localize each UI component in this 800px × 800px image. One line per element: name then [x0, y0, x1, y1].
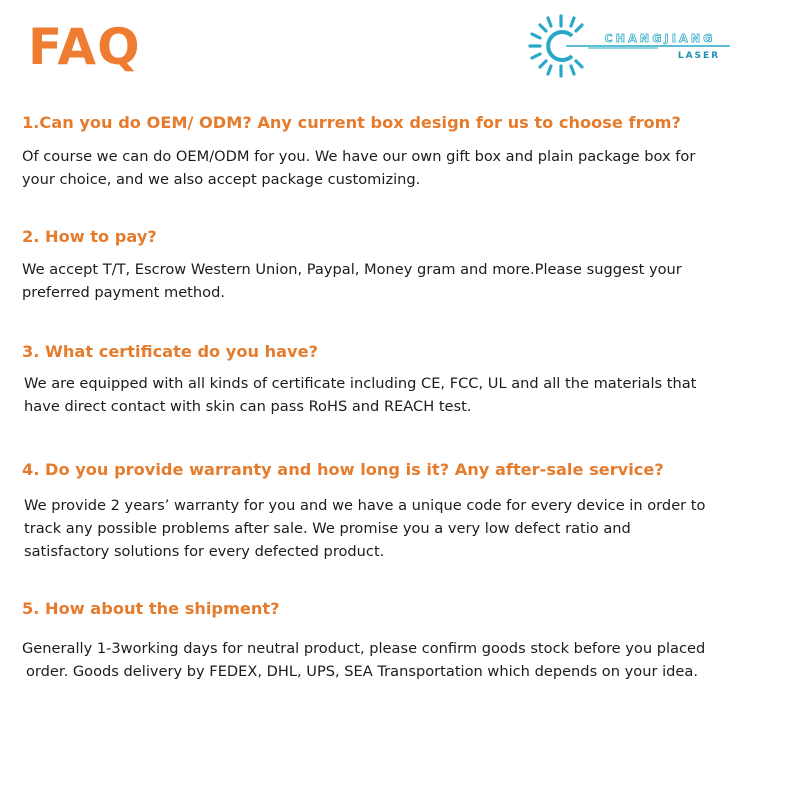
sunburst-logo-icon: [528, 14, 732, 78]
faq-question: 1.Can you do OEM/ ODM? Any current box design for us to choose from?: [22, 113, 681, 132]
faq-answer-line: We accept T/T, Escrow Western Union, Paypal, Money gram and more.Please suggest your: [22, 261, 682, 278]
faq-answer-line: your choice, and we also accept package customizing.: [22, 171, 421, 188]
faq-question: 5. How about the shipment?: [22, 599, 280, 618]
company-logo: [528, 14, 732, 78]
faq-answer-line: preferred payment method.: [22, 284, 225, 301]
page-title: FAQ: [28, 18, 141, 76]
logo-name-top: CHANGJIANG: [604, 32, 716, 45]
faq-answer: [24, 372, 800, 418]
faq-answer-line: track any possible problems after sale. We promise you a very low defect ratio and: [24, 520, 631, 537]
faq-answer: [22, 258, 800, 304]
faq-answer-line: order. Goods delivery by FEDEX, DHL, UPS, SEA Transportation which depends on your idea.: [26, 663, 698, 680]
faq-item-3: [0, 342, 800, 418]
faq-answer-line: Generally 1-3working days for neutral product, please confirm goods stock before you placed: [22, 640, 706, 657]
faq-question: 4. Do you provide warranty and how long is it? Any after-sale service?: [22, 460, 664, 479]
faq-answer: [22, 637, 800, 683]
faq-item-1: [0, 113, 800, 191]
faq-answer-line: We are equipped with all kinds of certificate including CE, FCC, UL and all the materials that: [24, 375, 697, 392]
logo-name-bottom: LASER: [677, 51, 721, 61]
faq-item-5: [0, 599, 800, 683]
faq-answer-line: satisfactory solutions for every defected product.: [24, 543, 385, 560]
faq-item-2: [0, 227, 800, 304]
faq-question: 2. How to pay?: [22, 227, 157, 246]
faq-answer: [22, 145, 800, 191]
faq-answer: [24, 494, 800, 563]
faq-item-4: [0, 460, 800, 563]
faq-answer-line: have direct contact with skin can pass RoHS and REACH test.: [24, 398, 472, 415]
faq-answer-line: Of course we can do OEM/ODM for you. We have our own gift box and plain package box for: [22, 148, 696, 165]
faq-answer-line: We provide 2 years’ warranty for you and we have a unique code for every device in order to: [24, 497, 706, 514]
faq-question: 3. What certificate do you have?: [22, 342, 318, 361]
